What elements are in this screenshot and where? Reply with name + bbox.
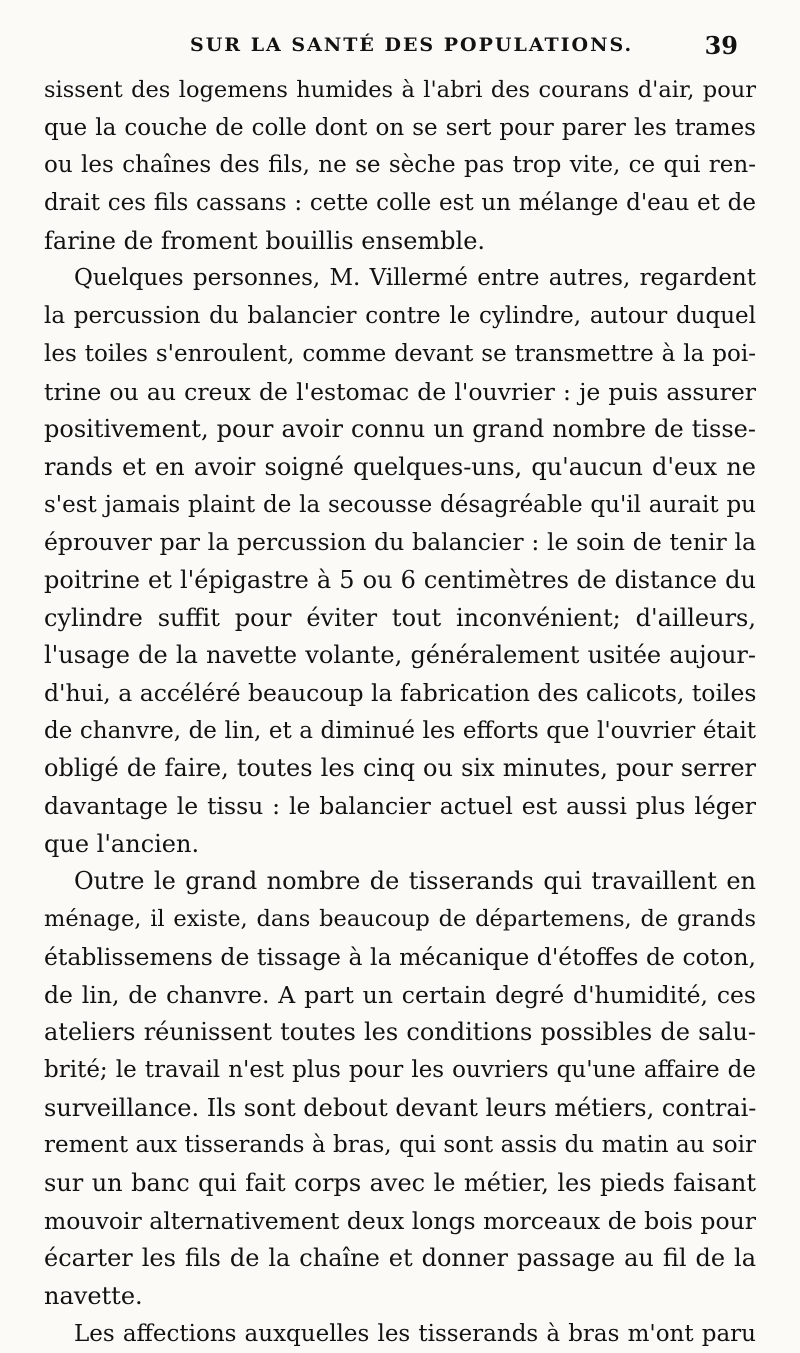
text-line: d'hui, a accéléré beaucoup la fabrication des calicots, toiles [44, 679, 757, 707]
text-line: sur un banc qui fait corps avec le métier, les pieds faisant [44, 1168, 756, 1197]
text-line: brité; le travail n'est plus pour les ouvriers qu'une affaire de [44, 1056, 756, 1083]
running-title: SUR LA SANTÉ DES POPULATIONS. [190, 34, 634, 56]
text-line: ou les chaînes des fils, ne se sèche pas trop vite, ce qui ren- [44, 152, 756, 179]
text-line: trine ou au creux de l'estomac de l'ouvrier : je puis assurer [44, 377, 756, 406]
text-line: l'usage de la navette volante, généralement usitée aujour- [44, 641, 756, 670]
text-line: farine de froment bouillis ensemble. [44, 226, 486, 255]
page-number: 39 [704, 31, 738, 60]
text-line: Les affections auxquelles les tisserands à bras m'ont paru [74, 1320, 756, 1347]
text-line: que l'ancien. [44, 829, 200, 858]
body-text [44, 72, 756, 1353]
text-line: davantage le tissu : le balancier actuel est aussi plus léger [44, 792, 756, 821]
text-line: rands et en avoir soigné quelques-uns, qu'aucun d'eux ne [44, 452, 756, 481]
text-line: que la couche de colle dont on se sert pour parer les trames [44, 114, 756, 141]
text-line: cylindre suffit pour éviter tout inconvénient; d'ailleurs, [44, 603, 756, 632]
text-line: Outre le grand nombre de tisserands qui travaillent en [74, 867, 756, 896]
text-line: surveillance. Ils sont debout devant leurs métiers, contrai- [44, 1093, 757, 1122]
text-line: Quelques personnes, M. Villermé entre autres, regardent [74, 265, 756, 292]
text-line: drait ces fils cassans : cette colle est un mélange d'eau et de [44, 190, 756, 217]
text-line: la percussion du balancier contre le cylindre, autour duquel [44, 303, 756, 330]
text-line: obligé de faire, toutes les cinq ou six minutes, pour serrer [44, 754, 756, 783]
text-line: écarter les fils de la chaîne et donner passage au fil de la [44, 1244, 756, 1273]
text-line: rement aux tisserands à bras, qui sont assis du matin au soir [44, 1132, 756, 1159]
text-line: de lin, de chanvre. A part un certain degré d'humidité, ces [44, 980, 756, 1009]
text-line: ménage, il existe, dans beaucoup de départemens, de grands [44, 906, 756, 933]
text-line: sissent des logemens humides à l'abri des courans d'air, pour [44, 77, 756, 103]
text-line: s'est jamais plaint de la secousse désagréable qu'il aurait pu [44, 491, 756, 518]
text-line: établissemens de tissage à la mécanique d'étoffes de coton, [44, 942, 756, 971]
text-line: ateliers réunissent toutes les conditions possibles de salu- [44, 1018, 756, 1047]
text-line: de chanvre, de lin, et a diminué les efforts que l'ouvrier était [44, 717, 756, 744]
text-line: poitrine et l'épigastre à 5 ou 6 centimètres de distance du [44, 565, 756, 594]
text-line: les toiles s'enroulent, comme devant se transmettre à la poi- [44, 340, 756, 367]
text-line: navette. [44, 1282, 143, 1310]
text-line: mouvoir alternativement deux longs morceaux de bois pour [44, 1206, 756, 1235]
page-header [190, 31, 738, 68]
text-line: éprouver par la percussion du balancier : le soin de tenir la [44, 528, 756, 557]
text-line: positivement, pour avoir connu un grand nombre de tisse- [44, 415, 756, 444]
